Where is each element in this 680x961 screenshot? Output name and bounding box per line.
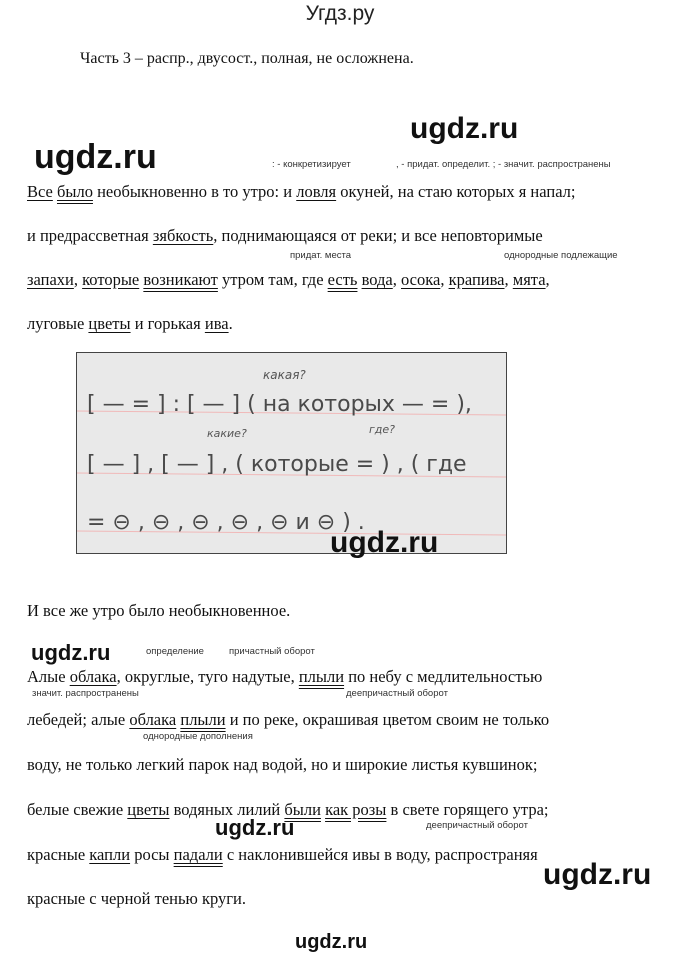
watermark: ugdz.ru [34, 138, 157, 176]
text-fragment: красные [27, 845, 90, 864]
scheme-question: какая? [263, 368, 306, 382]
scheme-row: [ — ] , [ — ] , ( которые = ) , ( где [87, 452, 467, 477]
subject-word: осока [401, 270, 441, 289]
sentence-line [27, 710, 549, 730]
predicate-word: плыли [298, 667, 345, 686]
text-fragment: окуней, на стаю которых я напал; [336, 182, 576, 201]
subject-word: которые [82, 270, 140, 289]
sentence-line [27, 270, 550, 290]
text-fragment: по небу с медлительностью [344, 667, 543, 686]
predicate-word: возникают [143, 270, 218, 289]
text-fragment: необыкновенно в то утро: и [92, 182, 297, 201]
predicate-word: есть [327, 270, 358, 289]
sentence-line [27, 182, 576, 202]
text-fragment: , округлые, туго надутые, [116, 667, 299, 686]
sentence-line: красные с черной тенью круги. [27, 889, 246, 908]
annotation: , - придат. определит. ; - значит. распространены [396, 159, 611, 170]
scheme-row: [ — = ] : [ — ] ( на которых — = ), [87, 392, 472, 417]
text-fragment: в свете горящего утра; [386, 800, 549, 819]
subject-word: ловля [296, 182, 337, 201]
text-fragment: и по реке, окрашивая цветом своим не только [225, 710, 550, 729]
annotation: значит. распространены [32, 688, 139, 699]
predicate-word: было [56, 182, 93, 201]
watermark: ugdz.ru [330, 526, 439, 559]
annotation: : - конкретизирует [272, 159, 351, 170]
subject-word: ива [204, 314, 229, 333]
text-fragment: луговые [27, 314, 89, 333]
annotation: определение [146, 646, 204, 657]
text-fragment: Алые [27, 667, 70, 686]
sentence-line: И все же утро было необыкновенное. [27, 601, 291, 620]
site-title: Угдз.ру [305, 2, 375, 25]
watermark: ugdz.ru [31, 640, 111, 665]
predicate-word: падали [173, 845, 223, 864]
predicate-word: были [284, 800, 321, 819]
annotation: однородные подлежащие [504, 250, 618, 261]
annotation: придат. места [290, 250, 352, 261]
subject-word: цветы [88, 314, 131, 333]
annotation: деепричастный оборот [346, 688, 448, 699]
text-fragment: утром там, где [217, 270, 328, 289]
text-fragment: лебедей; алые [27, 710, 130, 729]
sentence-line [27, 314, 233, 334]
text-fragment: водяных лилий [169, 800, 285, 819]
sentence-line: воду, не только легкий парок над водой, но и широкие листья кувшинок; [27, 755, 538, 774]
watermark: ugdz.ru [215, 815, 295, 840]
subject-word: облака [129, 710, 177, 729]
text-fragment: росы [130, 845, 174, 864]
scheme-image [77, 353, 506, 553]
subject-word: капли [89, 845, 131, 864]
watermark: ugdz.ru [410, 112, 519, 145]
subject-word: вода [361, 270, 393, 289]
text-fragment: , [73, 270, 83, 289]
sentence-line [27, 667, 542, 687]
subject-word: цветы [127, 800, 170, 819]
subject-word: облака [69, 667, 117, 686]
subject-word: Все [27, 182, 53, 201]
scheme-row: = ⊖ , ⊖ , ⊖ , ⊖ , ⊖ и ⊖ ) . [87, 510, 365, 535]
watermark: ugdz.ru [543, 858, 652, 891]
subject-word: крапива [448, 270, 505, 289]
text-fragment: и горькая [130, 314, 205, 333]
predicate-word: плыли [180, 710, 226, 729]
subject-word: зябкость [152, 226, 214, 245]
sentence-line [27, 845, 538, 865]
sentence-line [27, 226, 543, 246]
annotation: деепричастный оборот [426, 820, 528, 831]
text-fragment: , [392, 270, 401, 289]
annotation: однородные дополнения [143, 731, 253, 742]
intro-line: Часть 3 – распр., двусост., полная, не осложнена. [80, 50, 414, 67]
footer-watermark: ugdz.ru [295, 931, 368, 953]
text-fragment: , [545, 270, 550, 289]
scheme-question: где? [369, 423, 395, 436]
subject-word: мята [512, 270, 546, 289]
text-fragment: белые свежие [27, 800, 128, 819]
scheme-question: какие? [207, 427, 247, 440]
subject-word: запахи [27, 270, 74, 289]
text-fragment: , [504, 270, 513, 289]
text-fragment: . [228, 314, 233, 333]
text-fragment: с наклонившейся ивы в воду, распространяя [222, 845, 538, 864]
predicate-word: как розы [325, 800, 387, 819]
text-fragment: , поднимающаяся от реки; и все неповторимые [213, 226, 543, 245]
scheme-photo [76, 352, 507, 554]
text-fragment: , [440, 270, 449, 289]
annotation: причастный оборот [229, 646, 315, 657]
text-fragment: и предрассветная [27, 226, 153, 245]
